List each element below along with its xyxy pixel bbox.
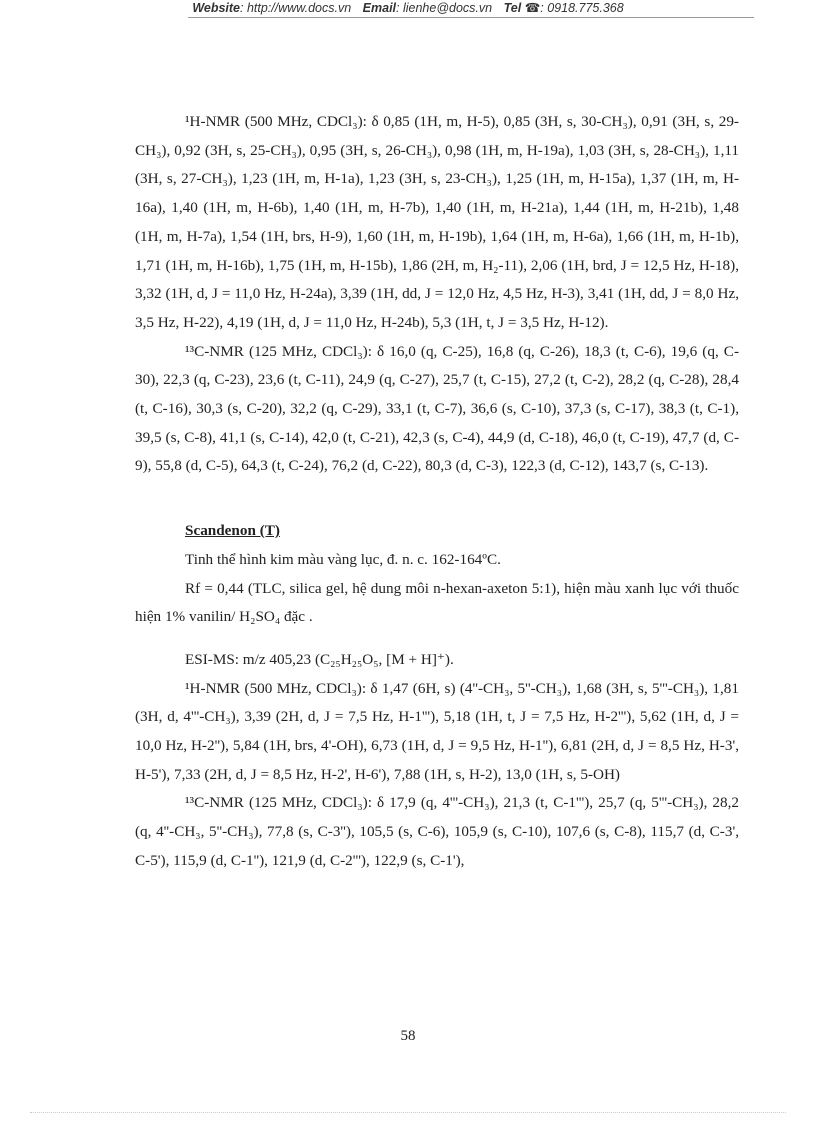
scandenon-c-nmr-paragraph: ¹³C-NMR (125 MHz, CDCl₃): δ 17,9 (q, 4'''-CH₃), 21,3 (t, C-1'''), 25,7 (q, 5'''-CH₃), 28,2 (q, 4''-CH₃, 5''-CH₃), 77,8 (s, C-3''), 105,5 (s, C-6), 105,9 (s, C-10), 107,6 (s, C-8), 115,7 (d, C-3', C-5'), 115,9 (d, C-1''), 121,9 (d, C-2'''), 122,9 (s, C-1'), [135, 794, 739, 869]
crystal-description: Tinh thể hình kim màu vàng lục, đ. n. c. 162-164ºC. [185, 550, 501, 568]
tel-label: Tel [503, 1, 522, 15]
tel-value: : 0918.775.368 [540, 1, 624, 15]
header-rule [188, 17, 754, 18]
document-body [135, 108, 739, 876]
email-label: Email [362, 1, 397, 15]
website-label: Website [192, 1, 241, 15]
scandenon-h-nmr-paragraph: ¹H-NMR (500 MHz, CDCl₃): δ 1,47 (6H, s) (4''-CH₃, 5''-CH₃), 1,68 (3H, s, 5'''-CH₃), 1,81 (3H, d, 4'''-CH₃), 3,39 (2H, d, J = 7,5 Hz, H-1'''), 5,18 (1H, t, J = 7,5 Hz, H-2'''), 5,62 (1H, d, J = 10,0 Hz, H-2''), 5,84 (1H, brs, 4'-OH), 6,73 (1H, d, J = 9,5 Hz, H-1''), 6,81 (2H, d, J = 8,5 Hz, H-3', H-5'), 7,33 (2H, d, J = 8,5 Hz, H-2', H-6'), 7,88 (1H, s, H-2), 13,0 (1H, s, 5-OH) [135, 679, 739, 783]
section-title: Scandenon (T) [185, 522, 280, 540]
bottom-rule [30, 1112, 786, 1113]
esi-ms-paragraph: ESI-MS: m/z 405,23 (C₂₅H₂₅O₅, [M + H]⁺). [185, 650, 454, 668]
page-number: 58 [400, 1028, 416, 1044]
h-nmr-paragraph: ¹H-NMR (500 MHz, CDCl₃): δ 0,85 (1H, m, H-5), 0,85 (3H, s, 30-CH₃), 0,91 (3H, s, 29-CH₃), 0,92 (3H, s, 25-CH₃), 0,95 (3H, s, 26-CH₃), 0,98 (1H, m, H-19a), 1,03 (3H, s, 28-CH₃), 1,11 (3H, s, 27-CH₃), 1,23 (1H, m, H-1a), 1,23 (3H, s, 23-CH₃), 1,25 (1H, m, H-15a), 1,37 (1H, m, H-16a), 1,40 (1H, m, H-6b), 1,40 (1H, m, H-7b), 1,40 (1H, m, H-21a), 1,44 (1H, m, H-21b), 1,48 (1H, m, H-7a), 1,54 (1H, brs, H-9), 1,60 (1H, m, H-19b), 1,64 (1H, m, H-6a), 1,66 (1H, m, H-1b), 1,71 (1H, m, H-16b), 1,75 (1H, m, H-15b), 1,86 (2H, m, H₂-11), 2,06 (1H, brd, J = 12,5 Hz, H-18), 3,32 (1H, d, J = 11,0 Hz, H-24a), 3,39 (1H, dd, J = 12,0 Hz, 4,5 Hz, H-3), 3,41 (1H, dd, J = 8,0 Hz, 3,5 Hz, H-22), 4,19 (1H, d, J = 11,0 Hz, H-24b), 5,3 (1H, t, J = 3,5 Hz, H-12). [135, 113, 739, 331]
phone-icon: ☎ [524, 1, 541, 15]
c-nmr-paragraph: ¹³C-NMR (125 MHz, CDCl₃): δ 16,0 (q, C-25), 16,8 (q, C-26), 18,3 (t, C-6), 19,6 (q, C-30), 22,3 (q, C-23), 23,6 (t, C-11), 24,9 (q, C-27), 25,7 (t, C-15), 27,2 (t, C-2), 28,2 (q, C-28), 28,4 (t, C-16), 30,3 (s, C-20), 32,2 (q, C-29), 33,1 (t, C-7), 36,6 (s, C-10), 37,3 (s, C-17), 38,3 (t, C-1), 39,5 (s, C-8), 41,1 (s, C-14), 42,0 (t, C-21), 42,3 (s, C-4), 44,9 (d, C-18), 46,0 (t, C-19), 47,7 (d, C-9), 55,8 (d, C-5), 64,3 (t, C-24), 76,2 (d, C-22), 80,3 (d, C-3), 122,3 (d, C-12), 143,7 (s, C-13). [135, 342, 739, 475]
website-value: : http://www.docs.vn [240, 1, 352, 15]
email-value: : lienhe@docs.vn [396, 1, 493, 15]
rf-paragraph: Rf = 0,44 (TLC, silica gel, hệ dung môi n-hexan-axeton 5:1), hiện màu xanh lục với thuốc hiện 1% vanilin/ H₂SO₄ đặc . [135, 579, 739, 626]
